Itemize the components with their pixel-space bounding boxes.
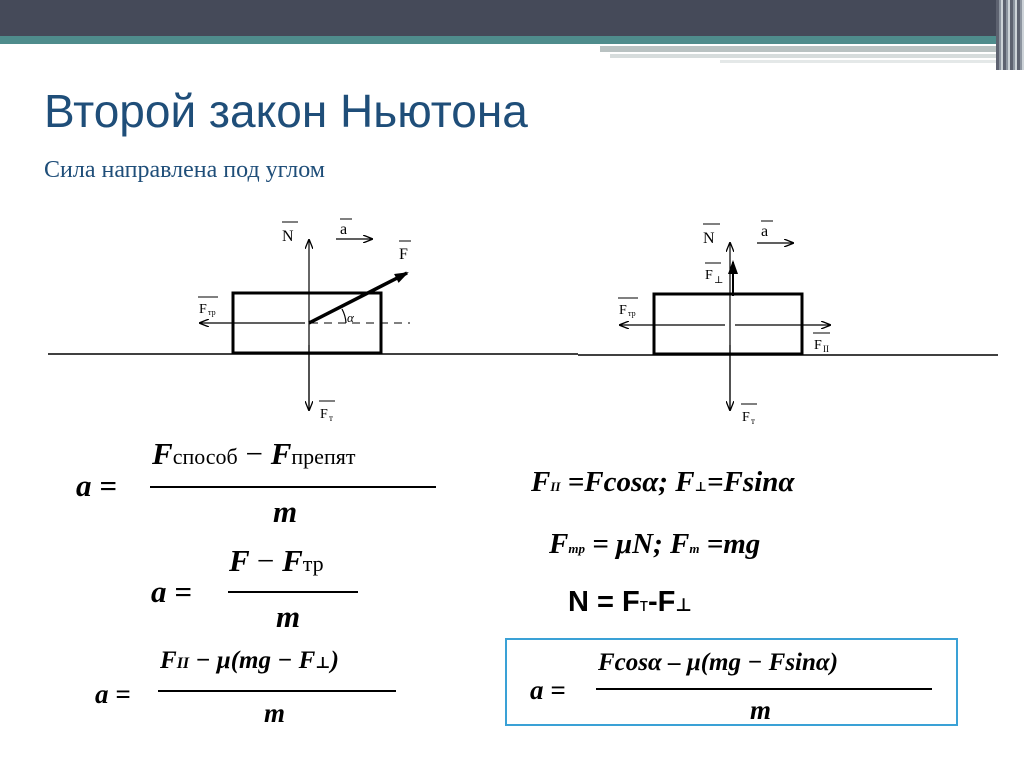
formula-normal-force (568, 588, 692, 617)
symbol-F: F (270, 436, 292, 471)
fraction-bar (596, 688, 932, 690)
label-Ft: F (320, 407, 328, 422)
label-Ft-sub: т (329, 413, 333, 423)
label-Fperp: F (705, 268, 713, 283)
formula-text: =Fcosα; F (567, 466, 695, 498)
subscript-perp: ⊥ (675, 595, 692, 615)
label-Ftr-sub: тр (208, 308, 216, 317)
label-Fpar: F (814, 338, 822, 353)
diagram-right (578, 221, 998, 426)
symbol-F: F (229, 543, 250, 578)
label-Fpar-sub: II (823, 344, 829, 354)
label-Ft: F (742, 410, 750, 425)
symbol-F: F (282, 543, 303, 578)
formula-text: =mg (706, 528, 761, 560)
formula-denominator: m (750, 695, 772, 725)
formula-lhs: a = (95, 679, 131, 709)
formula-denominator: m (273, 494, 298, 529)
formula-components (531, 468, 794, 497)
angle-arc (342, 309, 346, 323)
formula-text: = μN; F (592, 528, 690, 560)
subscript-tr: тр (568, 541, 585, 556)
subscript-II: II (550, 479, 561, 494)
formula-friction-gravity (549, 530, 760, 559)
slide-subtitle: Сила направлена под углом (44, 157, 325, 183)
formula-text: − μ(mg − F (195, 647, 316, 674)
block (654, 294, 802, 354)
label-a: a (340, 221, 348, 238)
formula-lhs: a = (76, 468, 117, 503)
symbol-F: F (531, 466, 551, 498)
label-alpha: α (347, 310, 354, 325)
symbol-F: F (152, 436, 173, 471)
label-Fperp-sub: ⊥ (714, 275, 724, 286)
fraction-bar (150, 486, 436, 488)
formula-numerator (229, 545, 324, 576)
slide-title: Второй закон Ньютона (44, 85, 528, 137)
formula-lhs: a = (151, 574, 192, 609)
formula-text: -F (647, 586, 676, 618)
label-N: N (703, 230, 715, 247)
fraction-bar (158, 690, 396, 692)
label-Ft-sub: т (751, 416, 755, 426)
subscript-tr: тр (302, 551, 324, 576)
formula-denominator: m (264, 698, 286, 728)
formula-lhs: a = (530, 675, 566, 705)
label-N: N (282, 228, 294, 245)
subscript-t: т (689, 541, 700, 556)
symbol-F: F (549, 528, 569, 560)
formula-numerator: Fcosα – μ(mg − Fsinα) (598, 649, 839, 676)
minus-sign: − (256, 543, 275, 578)
applied-force-arrow (309, 273, 407, 323)
label-Ftr-sub: тр (628, 309, 636, 318)
closing-paren: ) (330, 647, 339, 674)
formula-numerator (152, 438, 355, 469)
formula-denominator: m (276, 599, 301, 634)
label-F: F (399, 246, 408, 263)
subscript-sposob: способ (172, 444, 238, 469)
label-Ftr: F (199, 302, 207, 317)
subscript-perp: ⊥ (694, 479, 708, 494)
subscript-prepyat: препят (291, 444, 356, 469)
formula-text: N = F (568, 586, 640, 618)
diagram-left (48, 219, 578, 423)
subscript-t: т (639, 595, 648, 615)
label-Ftr: F (619, 303, 627, 318)
subscript-II: II (176, 655, 190, 672)
minus-sign: − (245, 436, 263, 471)
fraction-bar (228, 591, 358, 593)
subscript-perp: ⊥ (315, 655, 331, 672)
formula-numerator (160, 648, 339, 673)
symbol-F: F (160, 647, 177, 674)
formula-text: =Fsinα (707, 466, 795, 498)
label-a: a (761, 223, 769, 240)
